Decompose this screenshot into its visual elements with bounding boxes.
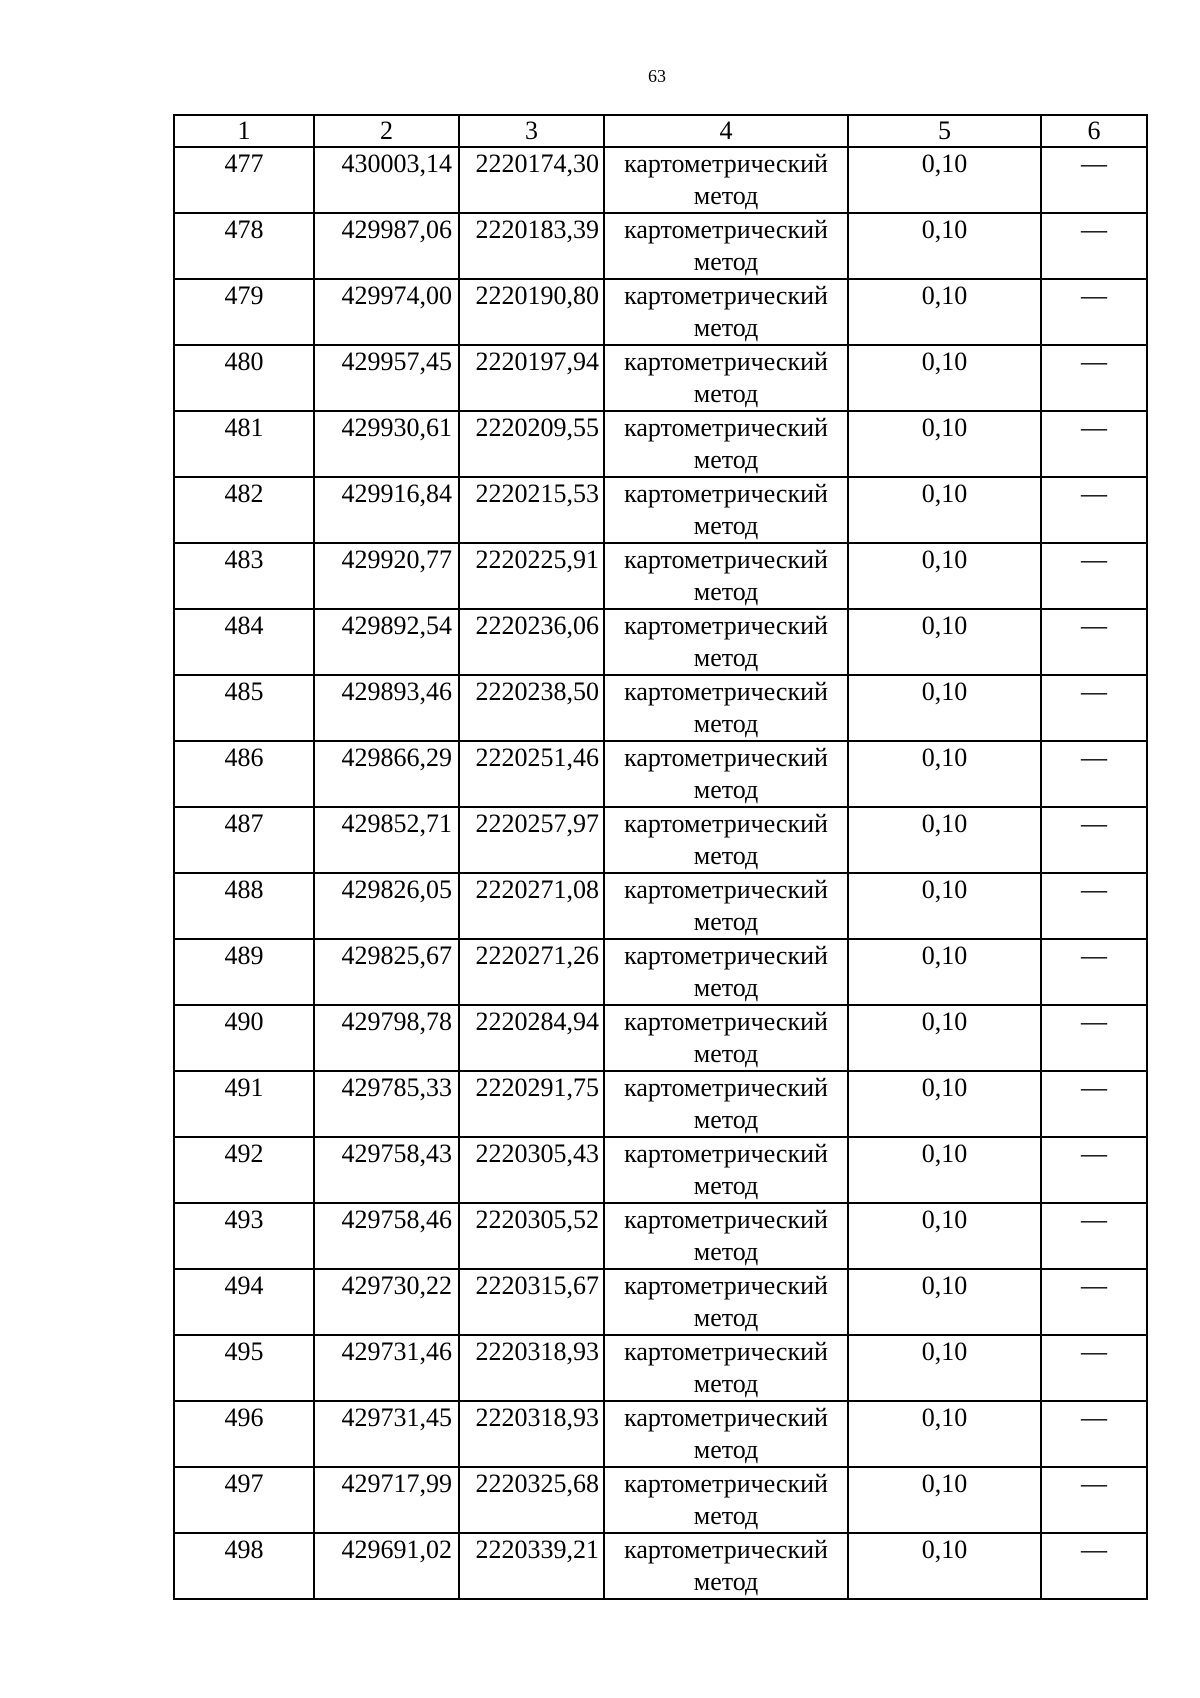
y-coordinate-cell: 2220339,21 [459, 1533, 604, 1599]
description-cell [1041, 741, 1147, 807]
method-cell [604, 345, 848, 411]
method-line-2: метод [693, 907, 759, 936]
method-cell [604, 1071, 848, 1137]
method-cell [604, 279, 848, 345]
y-coordinate-cell: 2220305,52 [459, 1203, 604, 1269]
description-dash: — [1081, 1139, 1107, 1168]
y-coordinate-cell: 2220215,53 [459, 477, 604, 543]
x-coordinate-cell: 429691,02 [314, 1533, 459, 1599]
table-row [174, 1533, 1147, 1599]
description-cell [1041, 1335, 1147, 1401]
point-number-cell: 480 [174, 345, 314, 411]
header-row [174, 115, 1147, 147]
y-coordinate-cell: 2220209,55 [459, 411, 604, 477]
accuracy-cell: 0,10 [848, 675, 1041, 741]
accuracy-cell: 0,10 [848, 213, 1041, 279]
method-line-1: картометрический [624, 611, 828, 640]
y-coordinate-cell: 2220238,50 [459, 675, 604, 741]
point-number-cell: 494 [174, 1269, 314, 1335]
description-dash: — [1081, 1337, 1107, 1366]
table-row [174, 411, 1147, 477]
y-coordinate-cell: 2220284,94 [459, 1005, 604, 1071]
description-cell [1041, 1071, 1147, 1137]
method-line-1: картометрический [624, 479, 828, 508]
x-coordinate-cell: 429826,05 [314, 873, 459, 939]
x-coordinate-cell: 429957,45 [314, 345, 459, 411]
accuracy-cell: 0,10 [848, 741, 1041, 807]
x-coordinate-cell: 429866,29 [314, 741, 459, 807]
method-line-2: метод [693, 1567, 759, 1596]
table-row [174, 147, 1147, 213]
point-number-cell: 495 [174, 1335, 314, 1401]
description-dash: — [1081, 215, 1107, 244]
accuracy-cell: 0,10 [848, 1203, 1041, 1269]
point-number-cell: 488 [174, 873, 314, 939]
method-line-1: картометрический [624, 281, 828, 310]
table-row [174, 543, 1147, 609]
method-line-1: картометрический [624, 809, 828, 838]
method-line-2: метод [693, 1435, 759, 1464]
accuracy-cell: 0,10 [848, 1071, 1041, 1137]
description-cell [1041, 477, 1147, 543]
description-cell [1041, 213, 1147, 279]
point-number-cell: 484 [174, 609, 314, 675]
method-cell [604, 1533, 848, 1599]
x-coordinate-cell: 429730,22 [314, 1269, 459, 1335]
x-coordinate-cell: 430003,14 [314, 147, 459, 213]
accuracy-cell: 0,10 [848, 1335, 1041, 1401]
point-number-cell: 486 [174, 741, 314, 807]
method-cell [604, 213, 848, 279]
point-number-cell: 487 [174, 807, 314, 873]
table-row [174, 1467, 1147, 1533]
table-row [174, 213, 1147, 279]
accuracy-cell: 0,10 [848, 873, 1041, 939]
method-line-1: картометрический [624, 1139, 828, 1168]
accuracy-cell: 0,10 [848, 279, 1041, 345]
method-line-1: картометрический [624, 215, 828, 244]
method-line-2: метод [693, 313, 759, 342]
x-coordinate-cell: 429974,00 [314, 279, 459, 345]
method-cell [604, 411, 848, 477]
point-number-cell: 483 [174, 543, 314, 609]
description-cell [1041, 345, 1147, 411]
method-line-2: метод [693, 841, 759, 870]
accuracy-cell: 0,10 [848, 1467, 1041, 1533]
method-line-2: метод [693, 643, 759, 672]
description-cell [1041, 411, 1147, 477]
method-line-2: метод [693, 775, 759, 804]
method-line-2: метод [693, 511, 759, 540]
method-line-2: метод [693, 379, 759, 408]
x-coordinate-cell: 429731,46 [314, 1335, 459, 1401]
point-number-cell: 481 [174, 411, 314, 477]
method-cell [604, 741, 848, 807]
point-number-cell: 490 [174, 1005, 314, 1071]
table-row [174, 873, 1147, 939]
accuracy-cell: 0,10 [848, 807, 1041, 873]
method-line-2: метод [693, 1237, 759, 1266]
method-cell [604, 1467, 848, 1533]
x-coordinate-cell: 429930,61 [314, 411, 459, 477]
accuracy-cell: 0,10 [848, 147, 1041, 213]
description-dash: — [1081, 1535, 1107, 1564]
y-coordinate-cell: 2220197,94 [459, 345, 604, 411]
table-row [174, 675, 1147, 741]
description-dash: — [1081, 743, 1107, 772]
table-row [174, 1401, 1147, 1467]
table-row [174, 1005, 1147, 1071]
method-line-1: картометрический [624, 1073, 828, 1102]
method-line-2: метод [693, 1501, 759, 1530]
method-cell [604, 1203, 848, 1269]
description-cell [1041, 1467, 1147, 1533]
header-col-3: 3 [459, 115, 604, 147]
method-cell [604, 1269, 848, 1335]
method-line-2: метод [693, 577, 759, 606]
method-line-1: картометрический [624, 1271, 828, 1300]
description-dash: — [1081, 149, 1107, 178]
method-line-1: картометрический [624, 149, 828, 178]
y-coordinate-cell: 2220318,93 [459, 1335, 604, 1401]
accuracy-cell: 0,10 [848, 543, 1041, 609]
method-line-2: метод [693, 445, 759, 474]
header-col-4: 4 [604, 115, 848, 147]
y-coordinate-cell: 2220271,08 [459, 873, 604, 939]
header-col-6: 6 [1041, 115, 1147, 147]
y-coordinate-cell: 2220225,91 [459, 543, 604, 609]
method-cell [604, 543, 848, 609]
method-line-2: метод [693, 247, 759, 276]
point-number-cell: 498 [174, 1533, 314, 1599]
method-line-1: картометрический [624, 743, 828, 772]
table-row [174, 477, 1147, 543]
point-number-cell: 491 [174, 1071, 314, 1137]
table-row [174, 1203, 1147, 1269]
method-cell [604, 477, 848, 543]
point-number-cell: 478 [174, 213, 314, 279]
method-cell [604, 1335, 848, 1401]
accuracy-cell: 0,10 [848, 609, 1041, 675]
point-number-cell: 479 [174, 279, 314, 345]
description-cell [1041, 1533, 1147, 1599]
x-coordinate-cell: 429916,84 [314, 477, 459, 543]
x-coordinate-cell: 429987,06 [314, 213, 459, 279]
description-cell [1041, 1203, 1147, 1269]
method-line-2: метод [693, 1303, 759, 1332]
description-cell [1041, 147, 1147, 213]
y-coordinate-cell: 2220190,80 [459, 279, 604, 345]
method-line-1: картометрический [624, 677, 828, 706]
table-header [174, 115, 1147, 147]
point-number-cell: 493 [174, 1203, 314, 1269]
method-line-1: картометрический [624, 1535, 828, 1564]
description-cell [1041, 1269, 1147, 1335]
x-coordinate-cell: 429758,43 [314, 1137, 459, 1203]
method-cell [604, 807, 848, 873]
table-row [174, 609, 1147, 675]
description-dash: — [1081, 875, 1107, 904]
method-line-1: картометрический [624, 1337, 828, 1366]
method-cell [604, 1401, 848, 1467]
x-coordinate-cell: 429731,45 [314, 1401, 459, 1467]
coordinates-table [173, 114, 1148, 1600]
table-body [174, 147, 1147, 1599]
method-cell [604, 939, 848, 1005]
method-cell [604, 675, 848, 741]
accuracy-cell: 0,10 [848, 477, 1041, 543]
table-row [174, 1137, 1147, 1203]
method-line-2: метод [693, 709, 759, 738]
description-dash: — [1081, 1073, 1107, 1102]
table-row [174, 279, 1147, 345]
method-line-1: картометрический [624, 1469, 828, 1498]
table-row [174, 939, 1147, 1005]
y-coordinate-cell: 2220318,93 [459, 1401, 604, 1467]
x-coordinate-cell: 429852,71 [314, 807, 459, 873]
method-line-1: картометрический [624, 875, 828, 904]
accuracy-cell: 0,10 [848, 1137, 1041, 1203]
description-dash: — [1081, 479, 1107, 508]
description-cell [1041, 675, 1147, 741]
description-dash: — [1081, 677, 1107, 706]
description-dash: — [1081, 1469, 1107, 1498]
method-line-1: картометрический [624, 1403, 828, 1432]
x-coordinate-cell: 429798,78 [314, 1005, 459, 1071]
method-line-2: метод [693, 1171, 759, 1200]
description-dash: — [1081, 347, 1107, 376]
method-cell [604, 609, 848, 675]
x-coordinate-cell: 429920,77 [314, 543, 459, 609]
method-cell [604, 873, 848, 939]
method-line-1: картометрический [624, 413, 828, 442]
x-coordinate-cell: 429893,46 [314, 675, 459, 741]
method-line-1: картометрический [624, 1007, 828, 1036]
accuracy-cell: 0,10 [848, 1401, 1041, 1467]
x-coordinate-cell: 429758,46 [314, 1203, 459, 1269]
y-coordinate-cell: 2220291,75 [459, 1071, 604, 1137]
y-coordinate-cell: 2220257,97 [459, 807, 604, 873]
method-cell [604, 147, 848, 213]
accuracy-cell: 0,10 [848, 1005, 1041, 1071]
description-dash: — [1081, 809, 1107, 838]
header-col-2: 2 [314, 115, 459, 147]
point-number-cell: 482 [174, 477, 314, 543]
description-cell [1041, 609, 1147, 675]
accuracy-cell: 0,10 [848, 1533, 1041, 1599]
header-col-5: 5 [848, 115, 1041, 147]
accuracy-cell: 0,10 [848, 939, 1041, 1005]
description-dash: — [1081, 941, 1107, 970]
table-row [174, 1071, 1147, 1137]
method-line-1: картометрический [624, 545, 828, 574]
description-cell [1041, 873, 1147, 939]
description-cell [1041, 1401, 1147, 1467]
header-col-1: 1 [174, 115, 314, 147]
x-coordinate-cell: 429825,67 [314, 939, 459, 1005]
description-dash: — [1081, 281, 1107, 310]
x-coordinate-cell: 429892,54 [314, 609, 459, 675]
method-line-2: метод [693, 1105, 759, 1134]
accuracy-cell: 0,10 [848, 411, 1041, 477]
x-coordinate-cell: 429785,33 [314, 1071, 459, 1137]
description-dash: — [1081, 413, 1107, 442]
point-number-cell: 477 [174, 147, 314, 213]
description-dash: — [1081, 545, 1107, 574]
method-line-2: метод [693, 973, 759, 1002]
method-cell [604, 1137, 848, 1203]
y-coordinate-cell: 2220305,43 [459, 1137, 604, 1203]
method-line-2: метод [693, 181, 759, 210]
description-cell [1041, 1005, 1147, 1071]
description-cell [1041, 939, 1147, 1005]
point-number-cell: 492 [174, 1137, 314, 1203]
y-coordinate-cell: 2220315,67 [459, 1269, 604, 1335]
y-coordinate-cell: 2220325,68 [459, 1467, 604, 1533]
accuracy-cell: 0,10 [848, 1269, 1041, 1335]
description-dash: — [1081, 1403, 1107, 1432]
description-cell [1041, 279, 1147, 345]
table-row [174, 1269, 1147, 1335]
table-row [174, 1335, 1147, 1401]
point-number-cell: 496 [174, 1401, 314, 1467]
method-line-1: картометрический [624, 1205, 828, 1234]
description-cell [1041, 1137, 1147, 1203]
method-line-1: картометрический [624, 347, 828, 376]
y-coordinate-cell: 2220236,06 [459, 609, 604, 675]
point-number-cell: 489 [174, 939, 314, 1005]
table-row [174, 741, 1147, 807]
point-number-cell: 497 [174, 1467, 314, 1533]
description-dash: — [1081, 1205, 1107, 1234]
method-line-1: картометрический [624, 941, 828, 970]
point-number-cell: 485 [174, 675, 314, 741]
description-dash: — [1081, 1007, 1107, 1036]
table-row [174, 807, 1147, 873]
method-line-2: метод [693, 1039, 759, 1068]
accuracy-cell: 0,10 [848, 345, 1041, 411]
x-coordinate-cell: 429717,99 [314, 1467, 459, 1533]
description-dash: — [1081, 611, 1107, 640]
page-number: 63 [648, 66, 666, 86]
method-line-2: метод [693, 1369, 759, 1398]
method-cell [604, 1005, 848, 1071]
y-coordinate-cell: 2220251,46 [459, 741, 604, 807]
description-cell [1041, 543, 1147, 609]
description-dash: — [1081, 1271, 1107, 1300]
y-coordinate-cell: 2220174,30 [459, 147, 604, 213]
y-coordinate-cell: 2220183,39 [459, 213, 604, 279]
y-coordinate-cell: 2220271,26 [459, 939, 604, 1005]
table-row [174, 345, 1147, 411]
description-cell [1041, 807, 1147, 873]
